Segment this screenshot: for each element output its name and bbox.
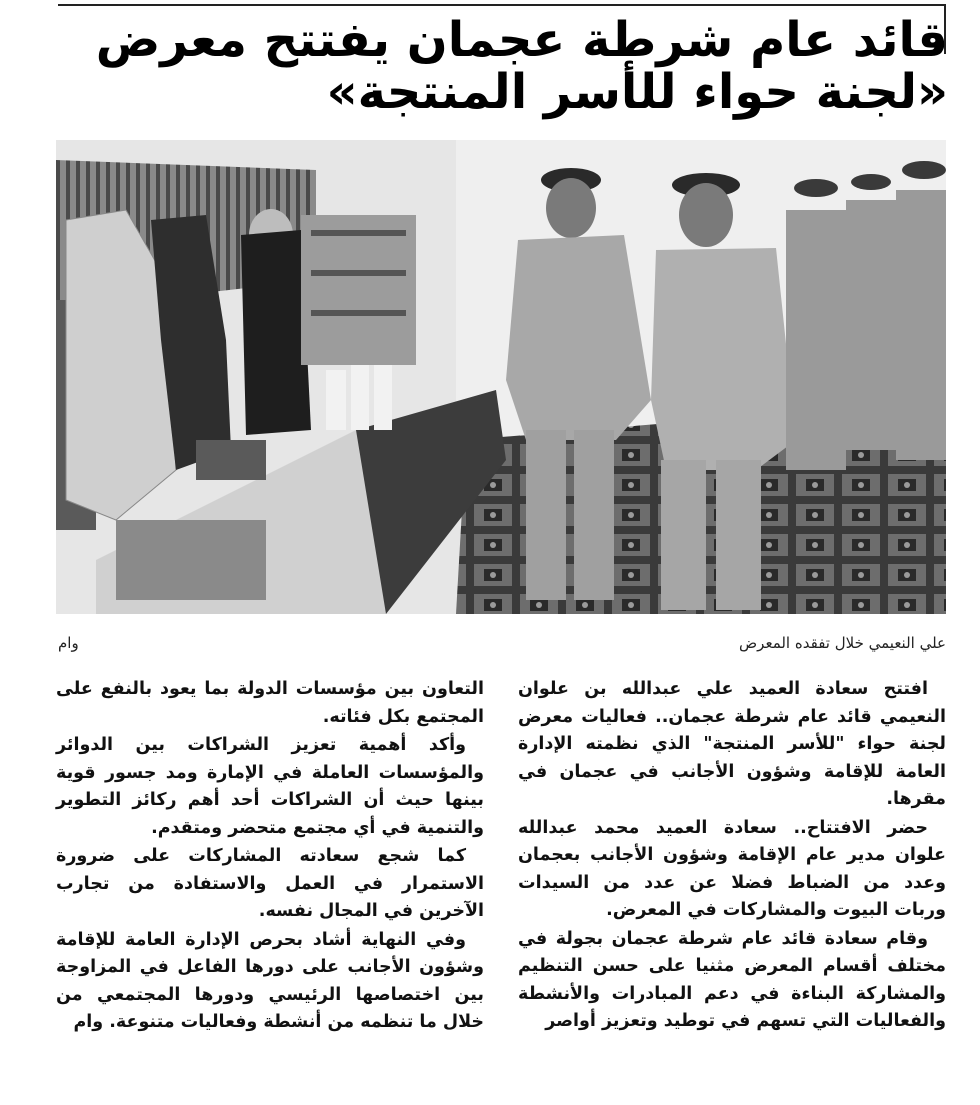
- photo-caption: علي النعيمي خلال تفقده المعرض: [739, 634, 946, 652]
- paragraph: حضر الافتتاح.. سعادة العميد محمد عبدالله علوان مدير عام الإقامة وشؤون الأجانب بعجمان وعدد من الضباط فضلا عن عدد من السيدات وربات البيوت والمشاركات في المعرض.: [518, 817, 946, 920]
- exhibition-photo-illustration: [56, 140, 946, 614]
- photo-credit: وام: [58, 634, 79, 652]
- paragraph: وقام سعادة قائد عام شرطة عجمان بجولة في مختلف أقسام المعرض مثنيا على حسن التنظيم والمشاركة البناءة في دعم المبادرات والأنشطة والفعاليات التي تسهم في توطيد وتعزيز أواصر: [518, 928, 946, 1031]
- article-column-right: [518, 676, 946, 1037]
- paragraph: وأكد أهمية تعزيز الشراكات بين الدوائر والمؤسسات العاملة في الإمارة ومد جسور قوية بينها حيث أن الشراكات أحد أهم ركائز التطوير والتنمية في أي مجتمع متحضر ومتقدم.: [56, 735, 484, 838]
- article-column-left: [56, 676, 484, 1038]
- news-photo: [56, 140, 946, 614]
- paragraph: التعاون بين مؤسسات الدولة بما يعود بالنفع على المجتمع بكل فئاته.: [56, 679, 484, 727]
- paragraph: كما شجع سعادته المشاركات على ضرورة الاستمرار في العمل والاستفادة من تجارب الآخرين في المجال نفسه.: [56, 846, 484, 921]
- top-border-rule: [58, 4, 946, 6]
- paragraph: وفي النهاية أشاد بحرص الإدارة العامة للإقامة وشؤون الأجانب على دورها الفاعل في المزاوجة بين اختصاصها الرئيسي ودورها المجتمعي من خلال ما تنظمه من أنشطة وفعاليات متنوعة. وام: [56, 929, 484, 1032]
- headline: قائد عام شرطة عجمان يفتتح معرض «لجنة حواء للأسر المنتجة»: [95, 12, 948, 120]
- paragraph: افتتح سعادة العميد علي عبدالله بن علوان النعيمي قائد عام شرطة عجمان.. فعاليات معرض لجنة حواء "للأسر المنتجة" الذي نظمته الإدارة العامة للإقامة وشؤون الأجانب في عجمان في مقرها.: [518, 679, 946, 809]
